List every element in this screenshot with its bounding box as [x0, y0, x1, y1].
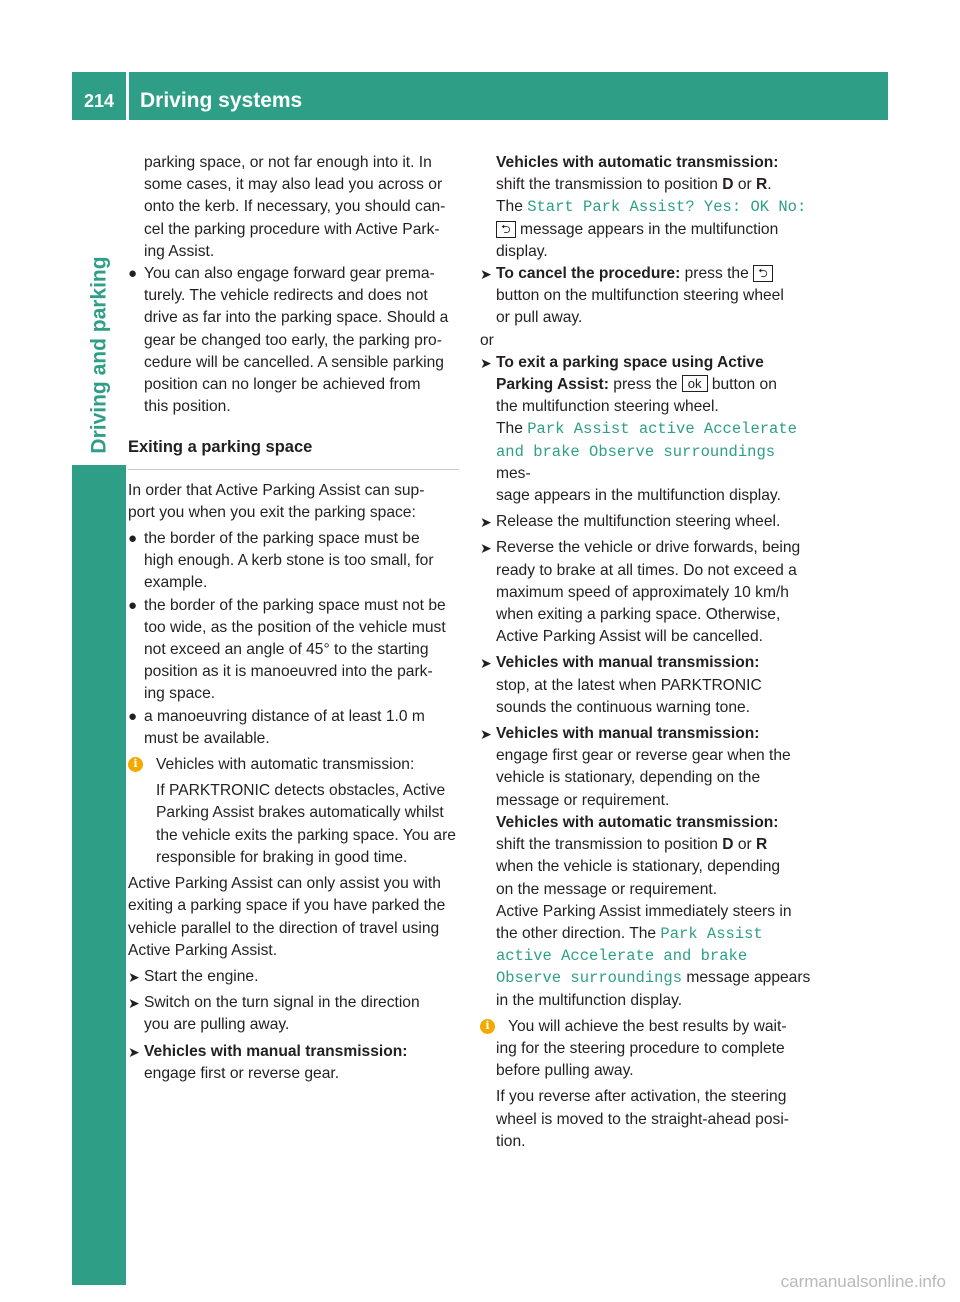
display-message: Start Park Assist? Yes: OK No:	[527, 198, 807, 217]
info-icon: i	[128, 757, 143, 772]
header-divider	[126, 72, 129, 120]
left-column	[128, 152, 459, 1085]
arrow-icon: ➤	[128, 1043, 140, 1060]
header-bar	[72, 72, 888, 120]
bullet-item: ● You can also engage forward gear prema- turely. The vehicle redirects and does not drive as far into the parking space. Should a gear be changed too early, the parking pro- cedure will be cancelled. A sensible parking position can no longer be achieved from this position.	[128, 265, 449, 416]
continuation-paragraph: parking space, or not far enough into it. In some cases, it may also lead you across or onto the kerb. If necessary, you should can- cel the parking procedure with Active Park- ing Assist.	[144, 154, 446, 260]
section-title: Driving systems	[140, 89, 303, 112]
info-note: i Vehicles with automatic transmission: If PARKTRONIC detects obstacles, Active Parking Assist brakes automatically whilst the vehicle exits the parking space. You are responsible for braking in good time.	[128, 754, 459, 869]
arrow-icon: ➤	[128, 995, 140, 1012]
intro-line: In order that Active Parking Assist can sup-	[128, 481, 425, 499]
bullet-item: ● the border of the parking space must not be too wide, as the position of the vehicle must not exceed an angle of 45° to the starting position as it is manoeuvred into the park- ing space.	[128, 596, 446, 703]
back-button-icon: ⮌	[496, 221, 516, 238]
display-message: Park Assist active Accelerate	[527, 420, 797, 439]
bullet-icon: ●	[128, 530, 138, 548]
arrow-icon: ➤	[480, 540, 492, 557]
right-column	[480, 152, 812, 1153]
arrow-icon: ➤	[480, 266, 492, 283]
intro-line: port you when you exit the parking space:	[128, 503, 416, 521]
step-item: ➤ Release the multifunction steering wheel.	[480, 511, 812, 533]
side-tab-label: Driving and parking	[88, 256, 112, 454]
step-item: ➤ To exit a parking space using Active Parking Assist: press the ok button on the multifunction steering wheel. The Park Assist active Accelerate and brake Observe surroundings mes- sage appears in the multifunction display.	[480, 353, 797, 505]
bullet-item: ● a manoeuvring distance of at least 1.0 m must be available.	[128, 707, 425, 747]
step-item: ➤ Reverse the vehicle or drive forwards, being ready to brake at all times. Do not exceed a maximum speed of approximately 10 km/h when exiting a parking space. Otherwise, Active Parking Assist will be cancelled.	[480, 539, 801, 646]
step-item: ➤ Vehicles with manual transmission: engage first gear or reverse gear when the vehicle is stationary, depending on the message or requirement. Vehicles with automatic transmission: shift the transmission to position D or R when the vehicle is stationary, depending on the message or requirement. Active Parking Assist immediately steers in the other direction. The Park Assist active Accelerate and brake Observe surroundings message appears in the multifunction display.	[480, 725, 811, 1009]
section-heading: Exiting a parking space	[128, 436, 459, 469]
page-number: 214	[83, 90, 115, 111]
arrow-icon: ➤	[480, 655, 492, 672]
bullet-icon: ●	[128, 707, 138, 725]
display-message: and brake Observe surroundings	[496, 442, 776, 461]
arrow-icon: ➤	[480, 354, 492, 371]
bullet-item: ● the border of the parking space must be high enough. A kerb stone is too small, for example.	[128, 530, 434, 592]
auto-transmission-block: Vehicles with automatic transmission: shift the transmission to position D or R. The Start Park Assist? Yes: OK No: ⮌ message appears in the multifunction display.	[496, 154, 807, 260]
bullet-icon: ●	[128, 265, 138, 283]
step-item: ➤ Vehicles with manual transmission: engage first or reverse gear.	[128, 1042, 408, 1082]
arrow-icon: ➤	[128, 968, 140, 985]
step-item: ➤ Vehicles with manual transmission: stop, at the latest when PARKTRONIC sounds the continuous warning tone.	[480, 654, 762, 716]
ok-button-icon: ok	[682, 375, 708, 392]
back-button-icon: ⮌	[753, 265, 773, 282]
paragraph: Active Parking Assist can only assist you with exiting a parking space if you have parked the vehicle parallel to the direction of travel using Active Parking Assist.	[128, 875, 446, 959]
display-message: Observe surroundings	[496, 969, 683, 988]
info-icon: i	[480, 1019, 495, 1034]
step-item: ➤ To cancel the procedure: press the ⮌ button on the multifunction steering wheel or pull away.	[480, 265, 784, 327]
display-message: Park Assist	[660, 924, 763, 943]
watermark: carmanualsonline.info	[780, 1272, 946, 1291]
side-tab-block	[72, 465, 126, 1285]
arrow-icon: ➤	[480, 514, 492, 531]
arrow-icon: ➤	[480, 726, 492, 743]
bullet-icon: ●	[128, 596, 138, 614]
step-item: ➤ Start the engine.	[128, 966, 459, 988]
step-item: ➤ Switch on the turn signal in the direction you are pulling away.	[128, 994, 420, 1034]
info-note: i You will achieve the best results by wait- ing for the steering procedure to complete before pulling away. If you reverse after activation, the steering wheel is moved to the straight-ahead posi- tion.	[480, 1016, 812, 1153]
or-separator: or	[480, 331, 494, 349]
display-message: active Accelerate and brake	[496, 947, 748, 966]
